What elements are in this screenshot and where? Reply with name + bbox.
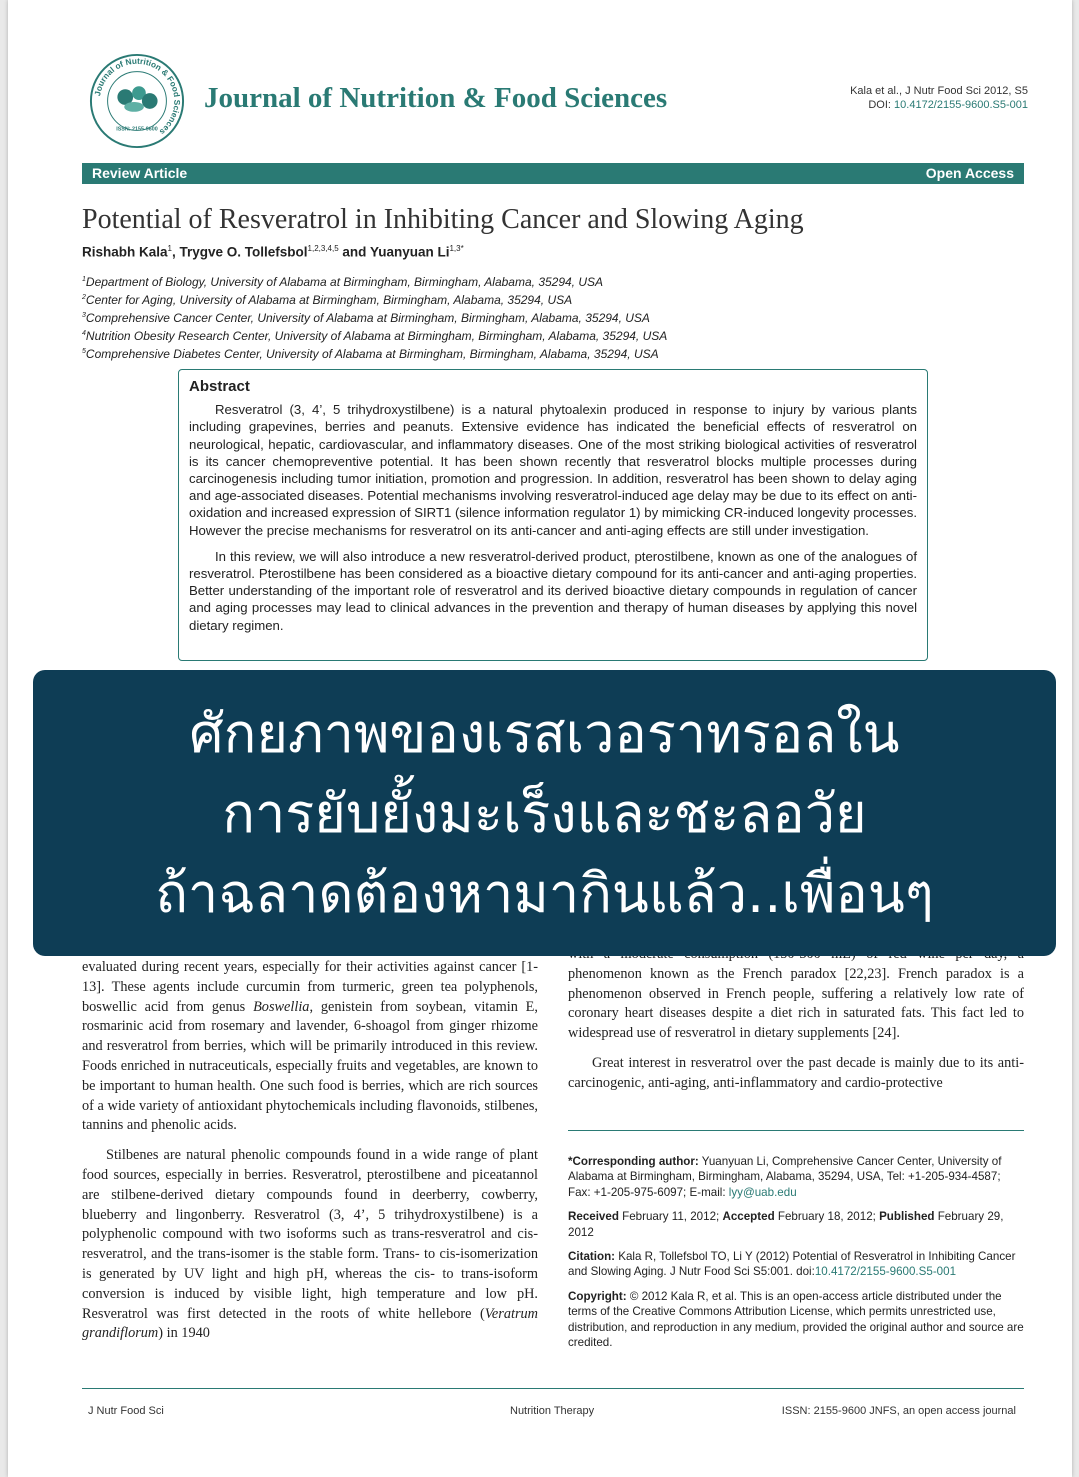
author-separator: and (338, 244, 370, 260)
affil-text: Nutrition Obesity Research Center, University of Alabama at Birmingham, Birmingham, Alabama, 35294, USA (85, 329, 668, 343)
footer-journal: J Nutr Food Sci (88, 1405, 164, 1417)
affiliation-item (82, 326, 667, 344)
open-access-label: Open Access (925, 165, 1014, 181)
author-name: Rishabh Kala (82, 244, 168, 260)
article-type-banner (82, 163, 1024, 184)
note-label: Copyright: (568, 1289, 627, 1303)
abstract-paragraph: Resveratrol (3, 4’, 5 trihydroxystilbene) is a natural phytoalexin produced in response to injury by various plants including grapevines, berries and peanuts. Extensive evidence has indicated the beneficial effects of resveratrol on neurological, hepatic, cardiovascular, and inflammatory diseases. One of the most striking biological activities of resveratrol is its cancer chemopreventive potential. It has been shown recently that resveratrol blocks multiple processes during carcinogenesis including tumor initiation, promotion and progression. In addition, resveratrol has been shown to delay aging and age-associated diseases. Potential mechanisms involving resveratrol-induced age delay may be due to its effect on anti-oxidation and increased expression of SIRT1 (silence information regulator 1) by mimicking CR-induced longevity processes. However the precise mechanisms for resveratrol on its anti-cancer and anti-aging effects are still under investigation. (189, 402, 917, 538)
affil-text: Comprehensive Cancer Center, University of Alabama at Birmingham, Birmingham, Alabama, 35294, USA (85, 311, 650, 325)
logo-issn: ISSN: 2155-9600 (116, 126, 158, 133)
note-text: February 18, 2012; (774, 1210, 880, 1224)
body-text: Stilbenes are natural phenolic compounds found in a wide range of plant food sources, especially in berries. Resveratrol, pterostilbene and piceatannol are stilbene-derived dietary compounds found in deerberry, cowberry, blueberry and lingonberry. Resveratrol (3, 4’, 5 trihydroxystilbene) is a polyphenolic compound with two isoforms such as trans-resveratrol and cis-resveratrol, and the trans-isomer is the stable form. Trans- to cis-isomerization is generated by UV light and high pH, whereas the cis- to trans-isoform conversion is induced by visible light, high temperature and low pH. Resveratrol was first detected in the roots of white hellebore ( (82, 1147, 538, 1322)
italic-term: Boswellia (253, 998, 310, 1015)
doi-link[interactable]: 10.4172/2155-9600.S5-001 (894, 99, 1028, 111)
affil-sup: 4 (82, 330, 86, 337)
affiliation-item (82, 344, 667, 362)
abstract-box (178, 369, 928, 661)
abstract-paragraph: In this review, we will also introduce a new resveratrol-derived product, pterostilbene, known as one of the analogues of resveratrol. Pterostilbene has been considered as a bioactive dietary compound for its anti-cancer and anti-aging properties. Better understanding of the important role of resveratrol and its derived bioactive dietary compounds in regulation of cancer and aging processes may lead to clinical advances in the prevention and therapy of human diseases by applying this novel dietary regimen. (189, 548, 917, 633)
note-label: Accepted (722, 1210, 775, 1224)
affil-text: Department of Biology, University of Alabama at Birmingham, Birmingham, Alabama, 35294, USA (85, 275, 604, 289)
right-column-top (568, 956, 1024, 1091)
author-name: Trygve O. Tollefsbol (179, 244, 308, 260)
note-text: February 29, 2012 (568, 1210, 1004, 1239)
italic-term: Veratrum grandiflorum (82, 1305, 538, 1342)
footer-divider (82, 1388, 1024, 1389)
right-column-text (568, 945, 1024, 1104)
note-text: © 2012 Kala R, et al. This is an open-access article distributed under the terms of the Creative Commons Attribution License, which permits unrestricted use, distribution, and reproduction in any medium, provided the original author and source are credited. (568, 1289, 1024, 1350)
body-paragraph (82, 958, 538, 1136)
note-label: Published (879, 1210, 935, 1224)
partial-line (568, 945, 1024, 1044)
note-label: *Corresponding author: (568, 1155, 699, 1168)
note-text: Kala R, Tollefsbol TO, Li Y (2012) Potential of Resveratrol in Inhibiting Cancer and Slowing Aging. J Nutr Food Sci S5:001. doi: (568, 1250, 1016, 1279)
author-list (82, 244, 464, 260)
body-text: , genistein from soybean, vitamin E, rosmarinic acid from rosemary and lavender, 6-shoagol from ginger rhizome and resveratrol from berries, which will be primarily introduced in this review. Foods enriched in nutraceuticals, especially fruits and vegetables, are known to be important to human health. One such food is berries, which are rich sources of a wide variety of antioxidant phytochemicals including flavonoids, stilbenes, tannins and phenolic acids. (82, 998, 538, 1134)
body-paragraph: Great interest in resveratrol over the past decade is mainly due to its anti-carcinogenic, anti-aging, anti-inflammatory and cardio-protective (568, 1054, 1024, 1091)
affil-sup: 2 (82, 294, 86, 301)
body-text: ) in 1940 (158, 1325, 210, 1342)
affil-sup: 3 (82, 312, 86, 319)
affiliation-item (82, 272, 667, 290)
note-text: February 11, 2012; (618, 1210, 723, 1224)
author-separator: , (171, 244, 180, 260)
citation-line: Kala et al., J Nutr Food Sci 2012, S5 (850, 85, 1028, 97)
doi-label: DOI: (868, 99, 891, 111)
logo-ring-text: Journal of Nutrition & Food Sciences (92, 55, 183, 138)
corresponding-author (568, 1154, 1024, 1200)
notes-divider (568, 1130, 1024, 1131)
affil-sup: 1 (82, 276, 86, 283)
footer-issn: ISSN: 2155-9600 JNFS, an open access journal (781, 1405, 1016, 1417)
dates (568, 1209, 1024, 1240)
note-label: Received (568, 1210, 619, 1224)
journal-title: Journal of Nutrition & Food Sciences (204, 82, 668, 114)
body-paragraph: phenomenon known as the French paradox [22,23]. French paradox is a phenomenon observed in French people, suffering a relatively low rate of coronary heart diseases despite a diet rich in saturated fats. This fact led to widespread use of resveratrol in dietary supplements [24]. (568, 965, 1024, 1042)
affiliations (82, 272, 667, 362)
citation-note (568, 1249, 1024, 1280)
author-affil-sup: 1 (167, 244, 172, 253)
article-title: Potential of Resveratrol in Inhibiting Cancer and Slowing Aging (82, 204, 804, 235)
doi-link[interactable]: 10.4172/2155-9600.S5-001 (814, 1265, 957, 1279)
copyright-note (568, 1289, 1024, 1351)
author-affil-sup: 1,3* (449, 244, 464, 253)
affil-sup: 5 (82, 348, 86, 355)
caption-line: ศักยภาพของเรสเวอราทรอลใน (189, 702, 900, 765)
note-label: Citation: (568, 1250, 616, 1264)
caption-line: ถ้าฉลาดต้องหามากินแล้ว..เพื่อนๆ (155, 862, 934, 925)
thai-caption-overlay (33, 670, 1056, 956)
author-name: Yuanyuan Li (369, 244, 450, 260)
affiliation-item (82, 308, 667, 326)
article-notes (568, 1154, 1024, 1359)
citation-header (850, 84, 1028, 112)
abstract-heading: Abstract (189, 378, 250, 395)
email-link[interactable]: lyy@uab.edu (728, 1185, 797, 1199)
caption-line: การยับยั้งมะเร็งและชะลอวัย (222, 782, 867, 845)
footer-section: Nutrition Therapy (510, 1405, 595, 1417)
note-text: Yuanyuan Li, Comprehensive Cancer Center, University of Alabama at Birmingham, Birmingham, Alabama, 35294, USA, Tel: +1-205-934-4587; Fax: +1-205-975-6097; E-mail: (568, 1155, 1002, 1199)
left-column (82, 958, 538, 1354)
affil-text: Center for Aging, University of Alabama at Birmingham, Birmingham, Alabama, 35294, USA (85, 293, 573, 307)
review-article-label: Review Article (92, 165, 188, 181)
body-paragraph (82, 1146, 538, 1344)
affiliation-item (82, 290, 667, 308)
affil-text: Comprehensive Diabetes Center, University of Alabama at Birmingham, Birmingham, Alabama, 35294, USA (85, 347, 659, 361)
body-text: evaluated during recent years, especially for their activities against cancer [1-13]. These agents include curcumin from turmeric, green tea polyphenols, boswellic acid from genus (82, 959, 538, 1015)
author-affil-sup: 1,2,3,4,5 (307, 244, 339, 253)
journal-logo (88, 52, 186, 150)
